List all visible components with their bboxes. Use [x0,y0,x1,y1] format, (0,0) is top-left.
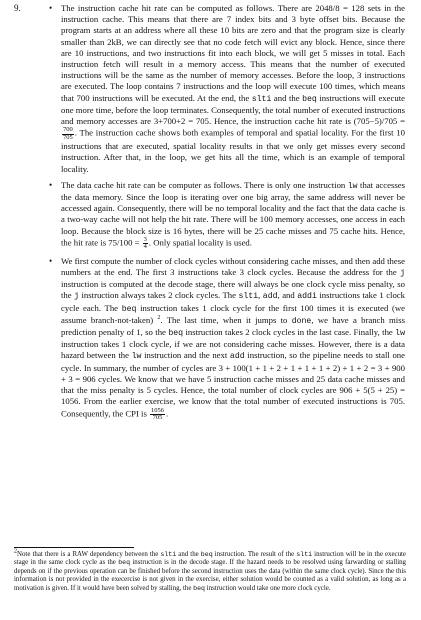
text-run: instruction takes 1 clock cycle, if we are not considering cache misses. However, there is a data hazard between the [61,339,405,361]
code-token: lw [131,352,142,362]
text-run: instruction would take one more clock cycle. [205,584,331,592]
code-token: beq [200,551,213,558]
text-run: The instruction cache hit rate can be computed as follows. There are 2048/8 = 128 sets in the instruction cache. This means that there are 7 index bits and 3 byte offset bits. Because the program starts at an address where all these 10 bits are zero and that the program size is clearly smaller than 2kB, we can directly see that no code fetch will evict any block. Hence, since there are 10 instructions, and two instructions fit into each block, we will get 5 misses in total. Each instruction fetch will result in a memory access. This means that the number of executed instructions will be the same as the number of memory accesses. Before the loop, 3 instructions are executed. The loop contains 7 instructions and the loop will execute 100 times, which means that 700 instructions will be executed. At the end, the [61,3,405,103]
text-run: , [258,290,263,301]
code-token: addi [297,292,317,302]
code-token: done [291,316,312,326]
text-run: . Only spatial locality is used. [148,237,252,248]
code-token: beq [193,584,206,592]
code-token: lw [347,181,358,191]
fraction [62,127,74,141]
fraction [150,408,165,422]
text-run: instruction will be in the execute stage in the same clock cycle as the [14,551,406,567]
text-run: instruction is in the decode stage. If the hazard needs to be resolved using farwarding or stalling depends on if the previous operation can be finished before the second instruction uses the data (within the same clock cycle). Since the this information is not provided in the execercise is not given in the exercise, either solution would be counted as a valid solution, as long as a motivation is given. If it would have been solved by stalling, the [14,559,406,592]
paragraph-data-cache [61,180,405,251]
fraction [143,237,148,251]
paragraph-instruction-cache [61,3,405,175]
footnote-divider [14,547,134,548]
text-run: instruction is computed at the decode stage, there will always be one clock cycle miss penalty, so the [61,279,405,301]
answer-item-instruction-cache [45,3,405,175]
text-run: , we have a branch miss prediction penalty of 1, so the [61,314,405,338]
text-run: instruction and the next [141,350,230,361]
text-run: . The instruction cache shows both examples of temporal and spatial locality. For the first 10 instructions that are executed, spatial locality results in that we only get misses every second instruction. After that, in the loop, we get hits all the time, which is an example of temporal locality. [61,127,405,174]
text-run: The data cache hit rate can be computer as follows. There is only one instruction [61,179,348,190]
text-run: instruction. The result of the [212,551,297,558]
question-number: 9. [14,3,21,13]
text-run: instructions take 1 clock cycle each. The [61,290,406,313]
bullet-icon: • [49,255,53,266]
fraction-denominator: 705 [63,133,73,141]
code-token: beq [118,559,131,567]
fraction-numerator: 3 [143,235,147,243]
bullet-icon: • [49,3,53,13]
code-token: slti [160,551,177,558]
footnote [14,548,406,593]
text-run: instruction takes 1 clock cycle for the first 100 times it is executed (we assume branch-not-taken) [61,302,405,325]
text-run: instruction always takes 2 clock cycles. The [79,290,239,301]
answer-list [45,3,405,427]
fraction-numerator: 1056 [151,406,164,414]
answer-item-clock-cycles [45,256,405,422]
code-token: beq [168,329,184,339]
text-run: . [166,408,169,418]
paragraph-clock-cycles [61,256,405,422]
code-token: j [74,292,80,302]
text-run: Note that there is a RAW dependency between the [17,551,161,558]
fraction-numerator: 700 [63,126,73,134]
code-token: lw [395,329,405,339]
text-run: instruction takes 2 clock cycles in the last case. Finally, the [183,327,396,338]
text-run: instructions will execute one more time, before the loop terminates. Consequently, the total number of executed instructions and memory accesses are 3+700+2 = 705. Hence, the instruction cache hit rate is (705−5)/705 = [61,92,405,127]
footnote-marker: 2 [14,548,17,555]
code-token: slti [251,94,272,104]
code-token: j [400,269,405,279]
code-token: add [262,292,278,302]
code-token: slti [296,551,313,558]
code-token: slti [238,292,259,302]
text-run: . The last time, when it jumps to [160,314,292,325]
text-run: , and [277,290,298,301]
text-run: instruction, so the pipeline needs to stall one cycle. In summary, the number of cycles are 3 + 100(1 + 1 + 2 + 1 + 1 + 1 + 2) + 1 + 2 = 3 + 900 + 3 = 906 cycles. We know that we have 5 instruction cache misses and 25 data cache misses and that the miss penalty is 5 cycles. Hence, the total number of clock cycles are 906 + 5(5 + 25) = 1056. From the earlier exercise, we know that the total number of executed instructions is 705. Consequently, the CPI is [61,350,405,418]
bullet-icon: • [49,179,53,190]
text-run: and the [176,551,201,558]
code-token: add [229,352,245,362]
code-token: beq [302,94,317,104]
fraction-denominator: 4 [143,243,147,251]
footnote-marker: 2 [157,314,161,321]
answer-item-data-cache [45,180,405,251]
fraction-denominator: 705 [152,414,163,421]
text-run: and the [271,92,303,103]
text-run: that accesses the data memory. Since the loop is iterating over one big array, the same address will never be accessed again. Consequently, there will be no temporal locality and the fact that the data cache is a two-way cache will not help the hit rate. There will be 100 memory accesses, one access in each loop. Because the block size is 16 bytes, there will be 25 cache misses and 75 cache hits. Hence, the hit rate is 75/100 = [61,179,405,248]
text-run: We first compute the number of clock cycles without considering cache misses, and then add these numbers at the end. The first 3 instructions take 3 clock cycles. Because the address for the [61,255,405,278]
code-token: beq [121,304,137,314]
